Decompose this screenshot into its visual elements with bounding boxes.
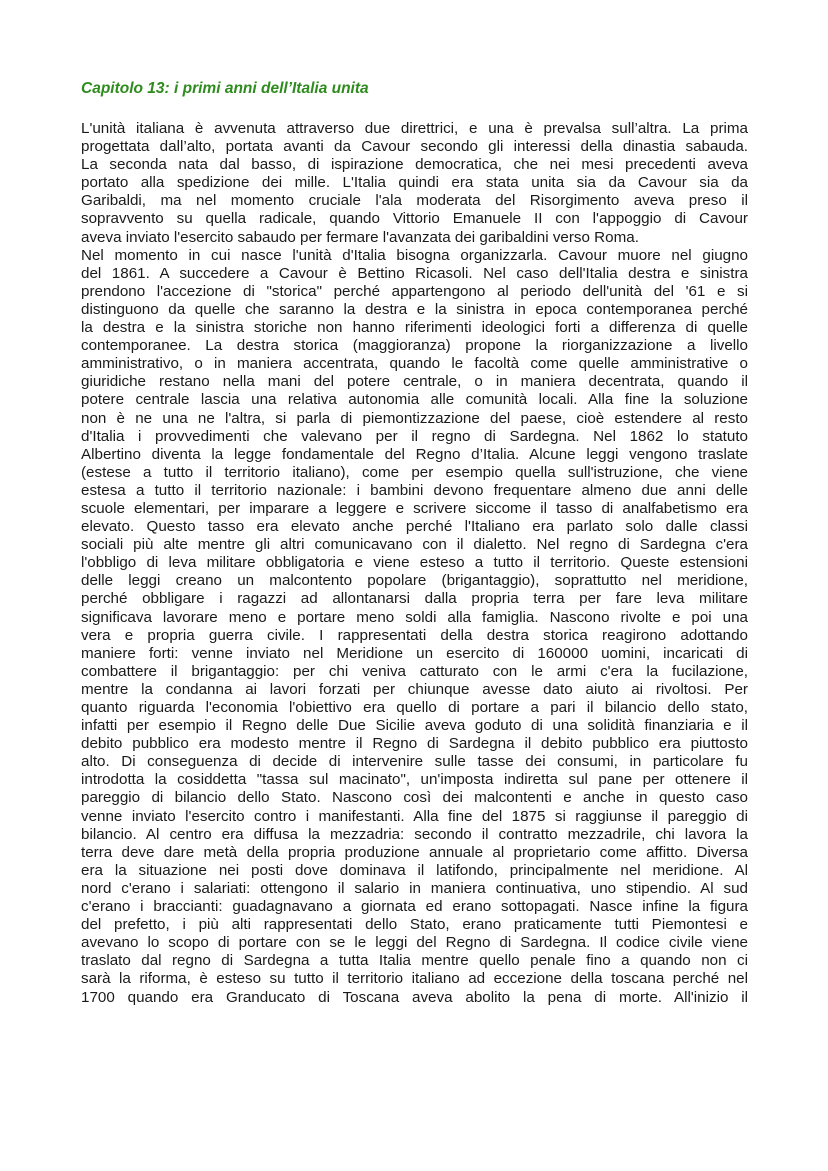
text-line: maniere forti: venne inviato nel Meridione un esercito di 160000 uomini, incaricati di [81,644,748,662]
text-line: giuridiche restano nella mani del potere centrale, o in maniera decentrata, quando il [81,373,748,391]
text-line: era la situazione nei posti dove dominava il latifondo, principalmente nel meridione. Al [81,861,748,879]
text-line: quanto riguarda l'economia l'obiettivo era quello di portare a pari il bilancio dello stato, [81,699,748,716]
text-line: infatti per esempio il Regno delle Due Sicilie aveva goduto di una solidità finanziaria e il [81,717,748,735]
text-line: c'erano i braccianti: guadagnavano a giornata ed erano sottopagati. Nasce infine la figura [81,898,748,916]
text-line: sarà la riforma, è esteso su tutto il territorio italiano ad eccezione della toscana perché nel [81,970,748,988]
text-line: l'obbligo di leva militare obbligatoria e viene esteso a tutto il territorio. Queste estensioni [81,554,748,572]
text-line: combattere il brigantaggio: per chi veniva catturato con le armi c'era la fucilazione, [81,662,748,680]
text-line: introdotta la cosiddetta "tassa sul macinato", un'imposta indiretta sul pane per ottenere il [81,771,748,789]
text-line: pareggio di bilancio dello Stato. Nascono così dei malcontenti e anche in questo caso [81,789,748,807]
text-line: traslato dal regno di Sardegna a tutta Italia mentre quello penale fino a quando non ci [81,952,748,970]
text-line: (estese a tutto il territorio italiano), come per esempio quella sull'istruzione, che viene [81,463,748,481]
text-line: portato alla spedizione dei mille. L'Italia quindi era stata unita sia da Cavour sia da [81,174,748,192]
text-line: aveva inviato l'esercito sabaudo per fermare l'avanzata dei garibaldini verso Roma. [81,228,639,246]
text-line: mentre la condanna ai lavori forzati per chiunque avesse dato aiuto ai rivoltosi. Per [81,680,748,698]
text-line: non è ne una ne l'altra, si parla di piemontizzazione del paese, cioè estendere al resto [81,409,748,427]
text-line: sociali più alte mentre gli altri comunicavano con il dialetto. Nel regno di Sardegna c'era [81,536,748,554]
text-line: nord c'erano i salariati: ottengono il salario in maniera continuativa, uno stipendio. Al sud [81,879,748,897]
text-line: progettata dall’alto, portata avanti da Cavour secondo gli interessi della dinastia sabauda. [81,138,748,156]
text-line: avevano lo scopo di portare con se le leggi del Regno di Sardegna. Il codice civile viene [81,934,748,952]
text-line: sopravvento su quella radicale, quando Vittorio Emanuele II con l'appoggio di Cavour [81,210,748,228]
text-line: potere centrale lascia una relativa autonomia alle comunità locali. Alla fine la soluzione [81,391,748,409]
text-line: Nel momento in cui nasce l'unità d'Italia bisogna organizzarla. Cavour muore nel giugno [81,246,748,264]
text-line: Albertino diventa la legge fondamentale del Regno d’Italia. Alcune leggi vengono traslate [81,445,748,463]
text-line: elevato. Questo tasso era elevato anche perché l'Italiano era parlato solo dalle classi [81,518,748,536]
text-line: bilancio. Al centro era diffusa la mezzadria: secondo il contratto mezzadrile, chi lavora la [81,825,748,843]
text-line: del 1861. A succedere a Cavour è Bettino Ricasoli. Nel caso dell'Italia destra e sinistra [81,264,748,282]
text-line: L'unità italiana è avvenuta attraverso due direttrici, e una è prevalsa sull’altra. La prima [81,120,748,137]
text-line: prendono l'accezione di "storica" perché appartengono al periodo dell'unità del '61 e si [81,282,748,300]
text-line: distinguono da quelle che saranno la destra e la sinistra in epoca contemporanea perché [81,300,748,318]
text-line: significava lavorare meno e portare meno soldi alla famiglia. Nascono rivolte e poi una [81,608,748,626]
text-line: estesa a tutto il territorio nazionale: i bambini devono frequentare almeno due anni delle [81,481,748,499]
text-line: amministrativo, o in maniera accentrata, quando le facoltà come quelle amministrative o [81,355,748,373]
body-paragraph [81,120,748,1007]
text-line: la destra e la sinistra storiche non hanno riferimenti ideologici forti a differenza di quelle [81,319,748,337]
text-line: perché obbligare i ragazzi ad allontanarsi dalla propria terra per fare leva militare [81,590,748,608]
text-line: delle leggi creano un malcontento popolare (brigantaggio), soprattutto nel meridione, [81,572,748,590]
text-line: venne inviato l'esercito contro i manifestanti. Alla fine del 1875 si raggiunse il pareggio di [81,807,748,825]
text-line: debito pubblico era modesto mentre il Regno di Sardegna il debito pubblico era piuttosto [81,735,748,753]
chapter-title: Capitolo 13: i primi anni dell’Italia unita [81,80,369,97]
text-line: vera e propria guerra civile. I rappresentati della destra storica reagirono adottando [81,626,748,644]
text-line: del prefetto, i più alti rappresentati dello Stato, erano praticamente tutti Piemontesi e [81,916,748,934]
text-line: 1700 quando era Granducato di Toscana aveva abolito la pena di morte. All'inizio il [81,988,748,1006]
text-line: La seconda nata dal basso, di ispirazione democratica, che nei mesi precedenti aveva [81,156,748,174]
text-line: contemporanee. La destra storica (maggioranza) propone la riorganizzazione a livello [81,337,748,355]
text-line: terra deve dare metà della propria produzione annuale al proprietario come affitto. Diversa [81,843,748,861]
text-line: d'Italia i provvedimenti che valevano per il regno di Sardegna. Nel 1862 lo statuto [81,427,748,445]
text-line: scuole elementari, per imparare a leggere e scrivere siccome il tasso di analfabetismo era [81,499,748,517]
text-line: alto. Di conseguenza di decide di intervenire sulle tasse dei consumi, in particolare fu [81,753,748,771]
text-line: Garibaldi, ma nel momento cruciale l'ala moderata del Risorgimento aveva preso il [81,192,748,210]
